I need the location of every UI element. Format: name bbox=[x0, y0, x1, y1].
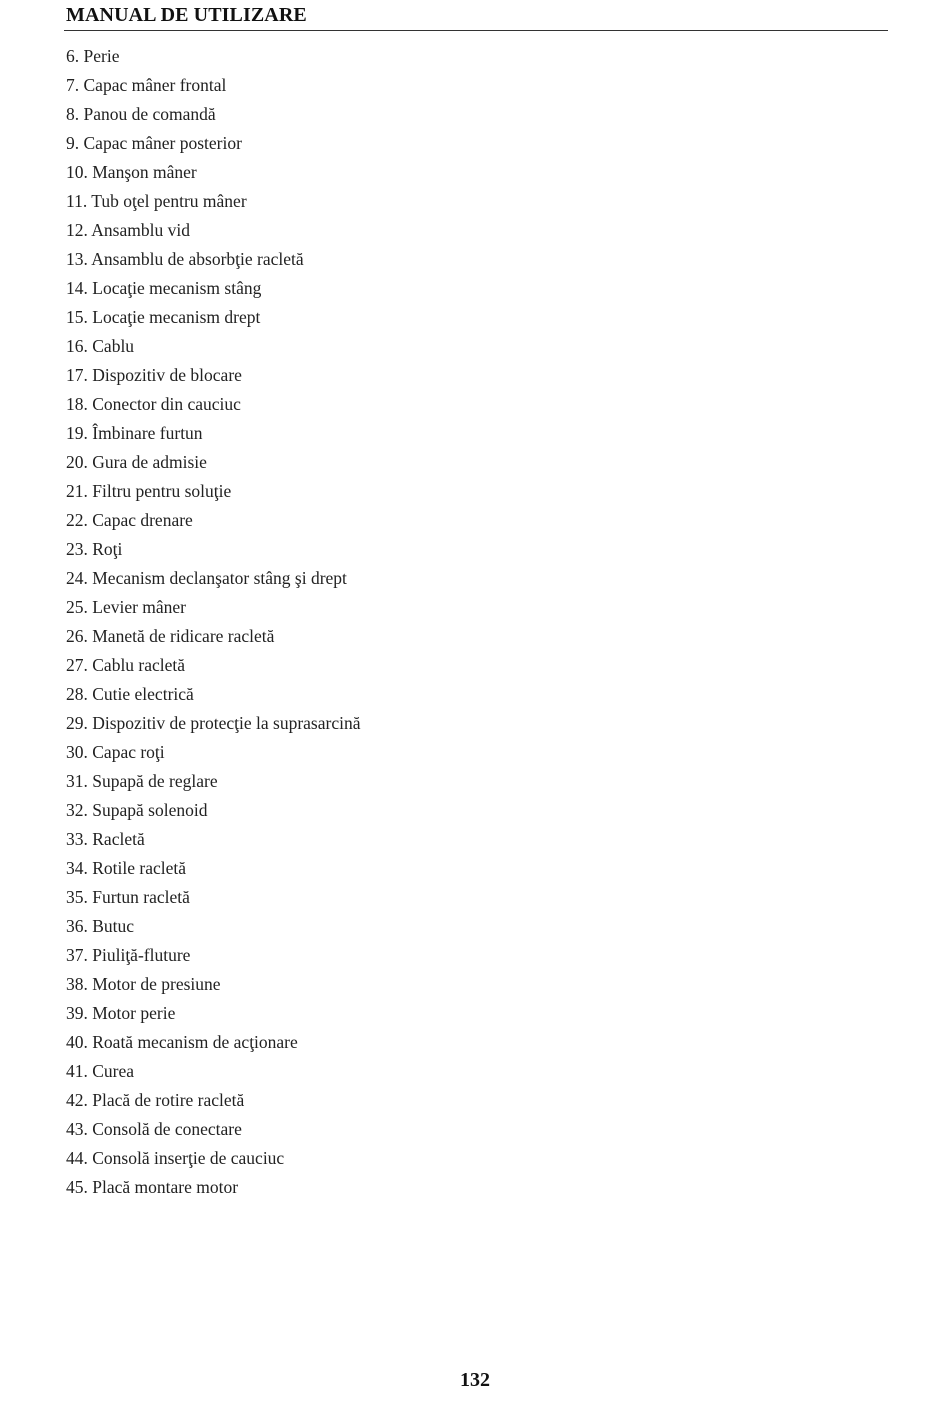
list-item: 16. Cablu bbox=[66, 336, 135, 356]
list-item: 39. Motor perie bbox=[66, 1003, 176, 1023]
page-title: MANUAL DE UTILIZARE bbox=[66, 4, 307, 26]
list-item: 30. Capac roţi bbox=[66, 742, 165, 762]
list-item: 24. Mecanism declanşator stâng şi drept bbox=[66, 568, 347, 588]
parts-list bbox=[66, 42, 360, 1202]
list-item: 38. Motor de presiune bbox=[66, 974, 221, 994]
list-item: 35. Furtun racletă bbox=[66, 887, 190, 907]
list-item: 27. Cablu racletă bbox=[66, 655, 186, 675]
list-item: 19. Îmbinare furtun bbox=[66, 423, 203, 443]
list-item: 14. Locaţie mecanism stâng bbox=[66, 278, 262, 298]
list-item: 32. Supapă solenoid bbox=[66, 800, 208, 820]
list-item: 23. Roţi bbox=[66, 539, 123, 559]
list-item: 36. Butuc bbox=[66, 916, 135, 936]
list-item: 20. Gura de admisie bbox=[66, 452, 207, 472]
list-item: 28. Cutie electrică bbox=[66, 684, 194, 704]
list-item: 44. Consolă inserţie de cauciuc bbox=[66, 1148, 285, 1168]
list-item: 8. Panou de comandă bbox=[66, 104, 216, 124]
list-item: 34. Rotile racletă bbox=[66, 858, 187, 878]
list-item: 10. Manşon mâner bbox=[66, 162, 197, 182]
list-item: 12. Ansamblu vid bbox=[66, 220, 190, 240]
list-item: 17. Dispozitiv de blocare bbox=[66, 365, 242, 385]
list-item: 43. Consolă de conectare bbox=[66, 1119, 242, 1139]
list-item: 40. Roată mecanism de acţionare bbox=[66, 1032, 298, 1052]
list-item: 6. Perie bbox=[66, 46, 120, 66]
list-item: 45. Placă montare motor bbox=[66, 1177, 239, 1197]
list-item: 21. Filtru pentru soluţie bbox=[66, 481, 232, 501]
page-number: 132 bbox=[460, 1369, 490, 1391]
list-item: 9. Capac mâner posterior bbox=[66, 133, 242, 153]
list-item: 37. Piuliţă-fluture bbox=[66, 945, 191, 965]
list-item: 13. Ansamblu de absorbţie racletă bbox=[66, 249, 304, 269]
list-item: 25. Levier mâner bbox=[66, 597, 187, 617]
list-item: 42. Placă de rotire racletă bbox=[66, 1090, 245, 1110]
list-item: 18. Conector din cauciuc bbox=[66, 394, 241, 414]
list-item: 26. Manetă de ridicare racletă bbox=[66, 626, 275, 646]
list-item: 7. Capac mâner frontal bbox=[66, 75, 227, 95]
list-item: 31. Supapă de reglare bbox=[66, 771, 218, 791]
list-item: 22. Capac drenare bbox=[66, 510, 193, 530]
list-item: 15. Locaţie mecanism drept bbox=[66, 307, 261, 327]
list-item: 11. Tub oţel pentru mâner bbox=[66, 191, 247, 211]
list-item: 33. Racletă bbox=[66, 829, 145, 849]
page-header bbox=[64, 4, 888, 31]
list-item: 29. Dispozitiv de protecţie la suprasarcină bbox=[66, 713, 361, 733]
list-item: 41. Curea bbox=[66, 1061, 135, 1081]
